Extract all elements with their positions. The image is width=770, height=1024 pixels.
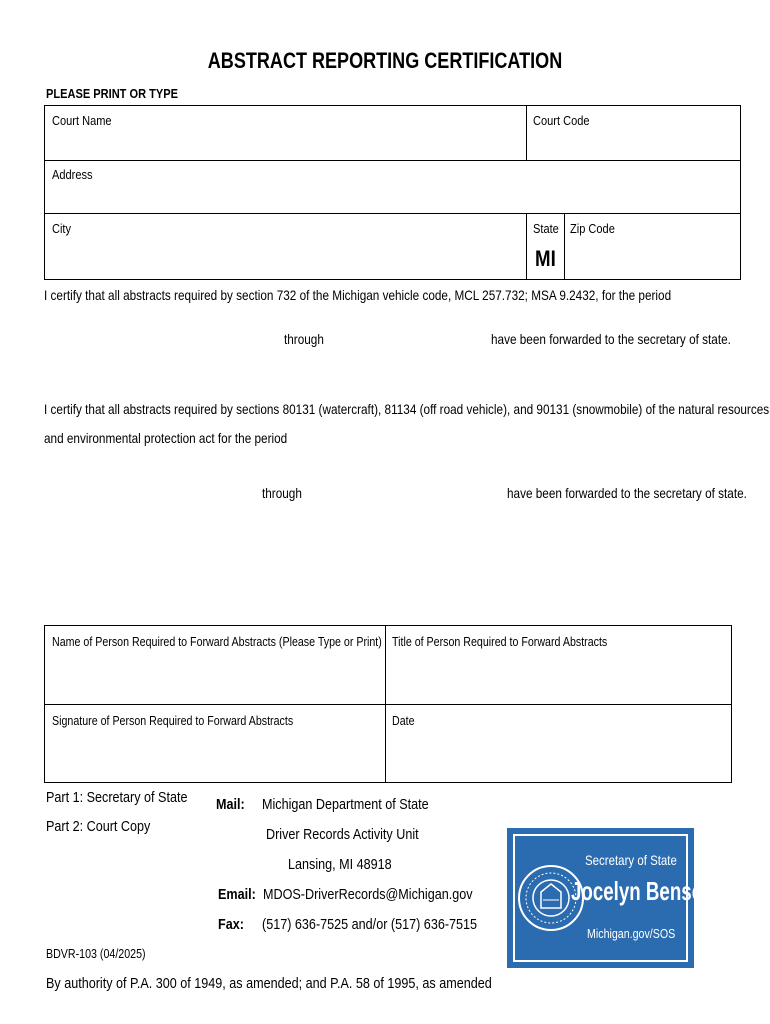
through-label-2: through [262, 485, 302, 501]
forwarded-text-1: have been forwarded to the secretary of state. [491, 331, 731, 347]
page-title: ABSTRACT REPORTING CERTIFICATION [207, 48, 563, 73]
period-start-field-1[interactable] [60, 326, 270, 350]
fax-numbers: (517) 636-7525 and/or (517) 636-7515 [262, 916, 478, 933]
period-end-field-1[interactable] [330, 326, 480, 350]
address-field[interactable] [45, 161, 740, 212]
zip-code-field[interactable] [565, 214, 740, 279]
certification-text-2-continued: and environmental protection act for the period [44, 430, 288, 446]
through-label-1: through [284, 331, 324, 347]
zip-code-label: Zip Code [570, 221, 615, 236]
city-label: City [52, 221, 72, 236]
state-field[interactable] [527, 214, 564, 279]
court-name-label: Court Name [52, 113, 112, 128]
logo-name: Jocelyn Benson [571, 876, 715, 906]
signature-field[interactable] [45, 705, 384, 782]
form-id: BDVR-103 (04/2025) [46, 946, 146, 961]
forwarded-text-2: have been forwarded to the secretary of state. [507, 485, 747, 501]
part-2-label: Part 2: Court Copy [46, 818, 151, 835]
email-address[interactable]: MDOS-DriverRecords@Michigan.gov [263, 886, 473, 903]
mail-label: Mail: [216, 796, 245, 813]
mail-address-line-2: Driver Records Activity Unit [266, 826, 419, 843]
date-field[interactable] [386, 705, 731, 782]
fax-label: Fax: [218, 916, 244, 933]
part-1-label: Part 1: Secretary of State [46, 789, 188, 806]
authority-statement: By authority of P.A. 300 of 1949, as amended; and P.A. 58 of 1995, as amended [46, 975, 492, 992]
address-label: Address [52, 167, 93, 182]
email-label: Email: [218, 886, 256, 903]
secretary-of-state-logo [507, 828, 715, 968]
state-label: State [533, 221, 559, 236]
period-end-field-2[interactable] [310, 480, 495, 504]
period-start-field-2[interactable] [60, 480, 250, 504]
date-label: Date [392, 713, 415, 728]
state-value: MI [535, 246, 556, 271]
person-name-field[interactable] [45, 626, 384, 703]
court-code-field[interactable] [527, 106, 740, 159]
person-title-field[interactable] [386, 626, 731, 703]
mail-address-line-3: Lansing, MI 48918 [288, 856, 392, 873]
mail-address-line-1: Michigan Department of State [262, 796, 429, 813]
logo-title: Secretary of State [585, 852, 677, 868]
city-field[interactable] [45, 214, 525, 279]
certification-text-2: I certify that all abstracts required by sections 80131 (watercraft), 81134 (off road vehicle), and 90131 (snowmobile) of the natural resources [44, 401, 770, 417]
logo-url: Michigan.gov/SOS [587, 926, 676, 941]
certification-text-1: I certify that all abstracts required by section 732 of the Michigan vehicle code, MCL 257.732; MSA 9.2432, for the period [44, 287, 672, 303]
court-code-label: Court Code [533, 113, 590, 128]
signature-label: Signature of Person Required to Forward Abstracts [52, 713, 294, 728]
court-name-field[interactable] [45, 106, 525, 159]
print-instruction: PLEASE PRINT OR TYPE [46, 86, 179, 101]
person-name-label: Name of Person Required to Forward Abstracts (Please Type or Print) [52, 634, 382, 649]
person-title-label: Title of Person Required to Forward Abstracts [392, 634, 608, 649]
